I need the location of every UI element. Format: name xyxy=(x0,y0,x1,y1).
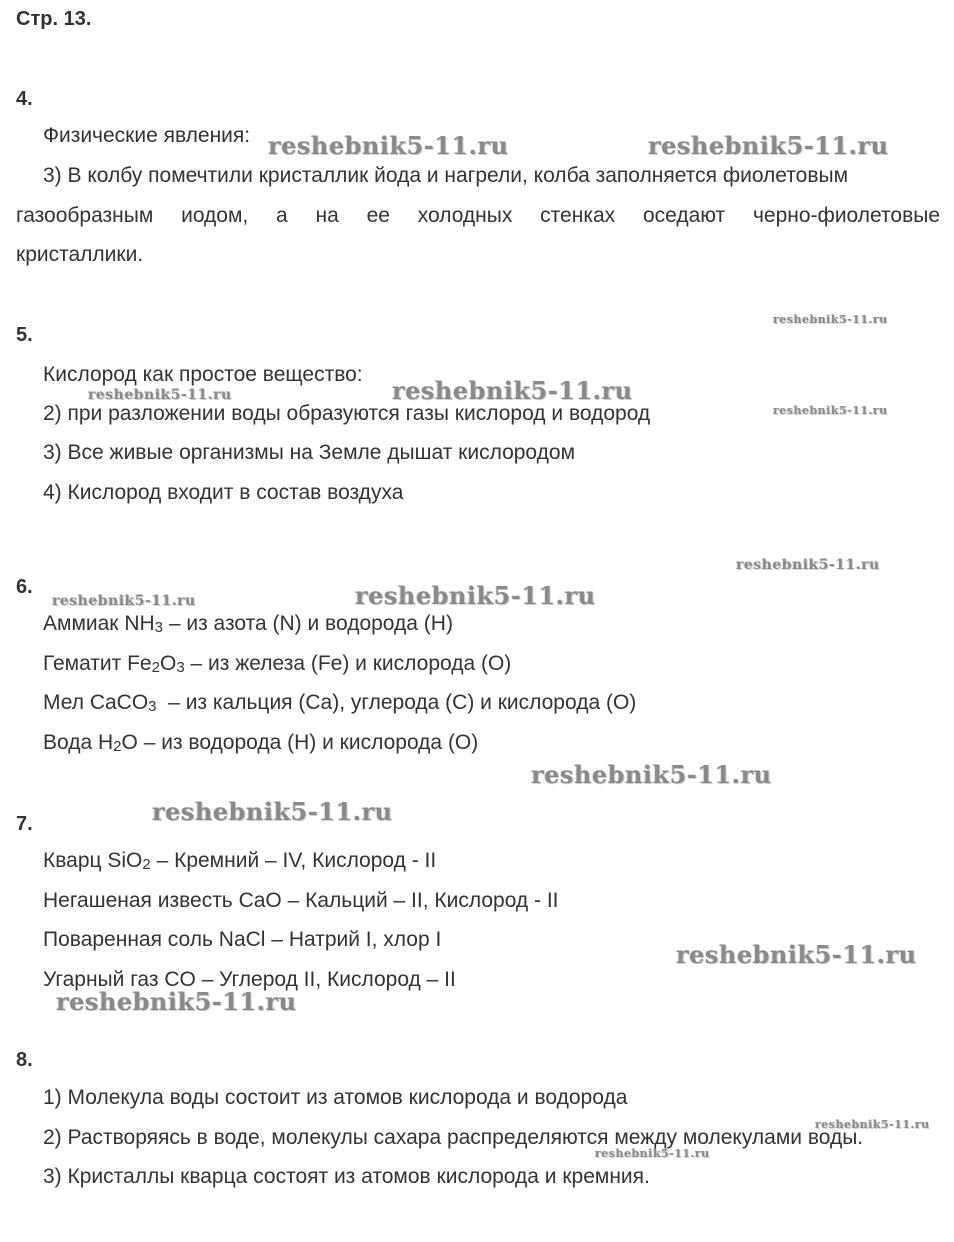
watermark: reshebnik5-11.ru xyxy=(815,1118,930,1131)
watermark: reshebnik5-11.ru xyxy=(152,797,393,826)
task-6-number: 6. xyxy=(16,576,33,598)
task-7-row-lime: Негашеная известь CaO – Кальций – II, Кислород - II xyxy=(43,889,559,912)
watermark: reshebnik5-11.ru xyxy=(392,376,633,405)
task-4-number: 4. xyxy=(16,88,33,110)
task-5-item-2: 3) Все живые организмы на Земле дышат кислородом xyxy=(43,441,576,464)
task-4-intro: Физические явления: xyxy=(43,124,251,147)
task-8-item-2: 2) Растворяясь в воде, молекулы сахара распределяются между молекулами воды. xyxy=(43,1126,864,1149)
task-8-item-3: 3) Кристаллы кварца состоят из атомов кислорода и кремния. xyxy=(43,1165,650,1188)
task-7-row-quartz: Кварц SiO$_2$ – Кремний – IV, Кислород - II xyxy=(43,849,437,873)
watermark: reshebnik5-11.ru xyxy=(531,760,772,789)
task-6-row-ammonia: Аммиак $NH_3$ – из азота (N) и водорода (H) xyxy=(43,612,453,636)
task-6-row-water: Вода $H_2O$ – из водорода (H) и кислорода (O) xyxy=(43,731,479,755)
task-7-row-co: Угарный газ CO – Углерод II, Кислород – II xyxy=(43,968,456,991)
task-7-number: 7. xyxy=(16,813,33,835)
task-8-item-1: 1) Молекула воды состоит из атомов кислорода и водорода xyxy=(43,1086,628,1109)
task-4-line-1: 3) В колбу помечтили кристаллик йода и нагрели, колба заполняется фиолетовым xyxy=(43,164,849,187)
watermark: reshebnik5-11.ru xyxy=(56,987,297,1016)
task-4-line-2: газообразным иодом, а на ее холодных стенках оседают черно-фиолетовые xyxy=(16,204,940,227)
task-6-row-chalk: Мел CaCO$_3$ – из кальция (Ca), углерода (C) и кислорода (O) xyxy=(43,691,637,715)
watermark: reshebnik5-11.ru xyxy=(355,581,596,610)
task-7-row-salt: Поваренная соль NaCl – Натрий I, хлор I xyxy=(43,928,442,951)
task-5-number: 5. xyxy=(16,324,33,346)
task-8-number: 8. xyxy=(16,1049,33,1071)
task-4-line-3: кристаллики. xyxy=(16,243,144,266)
task-5-item-3: 4) Кислород входит в состав воздуха xyxy=(43,481,404,504)
task-6-row-hematite: Гематит $Fe_2O_3$ – из железа (Fe) и кислорода (O) xyxy=(43,652,512,676)
watermark: reshebnik5-11.ru xyxy=(595,1147,710,1160)
task-5-intro: Кислород как простое вещество: xyxy=(43,363,363,386)
watermark: reshebnik5-11.ru xyxy=(773,404,888,417)
watermark: reshebnik5-11.ru xyxy=(736,557,880,573)
watermark: reshebnik5-11.ru xyxy=(773,313,888,326)
task-5-item-1: 2) при разложении воды образуются газы кислород и водород xyxy=(43,402,651,425)
watermark: reshebnik5-11.ru xyxy=(648,131,889,160)
watermark: reshebnik5-11.ru xyxy=(268,131,509,160)
watermark: reshebnik5-11.ru xyxy=(88,387,232,403)
watermark: reshebnik5-11.ru xyxy=(52,593,196,609)
watermark: reshebnik5-11.ru xyxy=(676,940,917,969)
page-title: Стр. 13. xyxy=(16,8,92,30)
